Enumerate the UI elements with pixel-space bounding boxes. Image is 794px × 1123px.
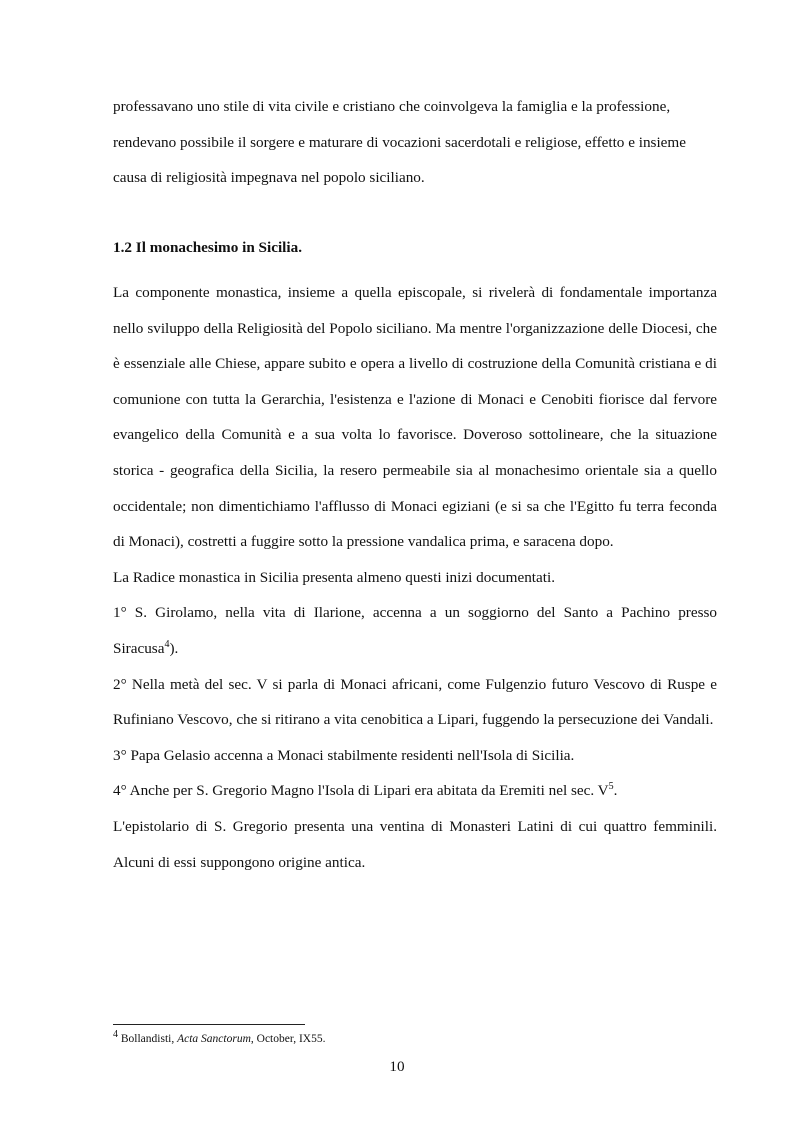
- section-body: [113, 275, 717, 880]
- paragraph-monastic-component: La componente monastica, insieme a quella episcopale, si rivelerà di fondamentale importanza nello sviluppo della Religiosità del Popolo siciliano. Ma mentre l'organizzazione delle Diocesi, che è essenziale alle Chiese, appare subito e opera a livello di costruzione della Comunità cristiana e di comunione con tutta la Gerarchia, l'esistenza e l'azione di Monaci e Cenobiti fiorisce dal fervore evangelico della Comunità e a sua volta lo favorisce. Doveroso sottolineare, che la situazione storica - geografica della Sicilia, la resero permeabile sia al monachesimo orientale sia a quello occidentale; non dimentichiamo l'afflusso di Monaci egiziani (e si sa che l'Egitto fu terra feconda di Monaci), costretti a fuggire sotto la pressione vandalica prima, e saracena dopo.: [113, 284, 717, 551]
- footnote-marker: 4: [113, 1029, 118, 1041]
- intro-paragraph: [113, 89, 717, 196]
- intro-line-1: professavano uno stile di vita civile e cristiano che coinvolgeva la famiglia e la professione,: [113, 98, 671, 115]
- footnote-title: Acta Sanctorum: [177, 1033, 251, 1045]
- footnote-ref-4[interactable]: 4: [164, 638, 170, 650]
- list-item-4-text: 4° Anche per S. Gregorio Magno l'Isola di Lipari era abitata da Eremiti nel sec. V: [113, 782, 609, 800]
- section-heading: 1.2 Il monachesimo in Sicilia.: [113, 239, 303, 256]
- footnote-rest: , October, IX55.: [250, 1033, 326, 1045]
- paragraph-radice: La Radice monastica in Sicilia presenta almeno questi inizi documentati.: [113, 568, 555, 586]
- page-number: 10: [389, 1058, 405, 1075]
- footnote-divider: [113, 1024, 305, 1025]
- list-item-2: 2° Nella metà del sec. V si parla di Monaci africani, come Fulgenzio futuro Vescovo di Ruspe e Rufiniano Vescovo, che si ritirano a vita cenobitica a Lipari, fuggendo la persecuzione dei Vandali.: [113, 675, 717, 729]
- list-item-3: 3° Papa Gelasio accenna a Monaci stabilmente residenti nell'Isola di Sicilia.: [113, 746, 575, 764]
- list-item-1-end: ).: [169, 639, 179, 657]
- footnote-ref-5[interactable]: 5: [608, 781, 614, 793]
- list-item-4-end: .: [613, 782, 618, 800]
- footnote: [113, 1029, 326, 1045]
- footnote-author: Bollandisti,: [118, 1033, 178, 1045]
- list-item-4: [113, 773, 717, 809]
- intro-line-2: rendevano possibile il sorgere e maturare di vocazioni sacerdotali e religiose, effetto e insieme: [113, 133, 686, 151]
- list-item-1: [113, 595, 717, 666]
- list-item-1-text: 1° S. Girolamo, nella vita di Ilarione, accenna a un soggiorno del Santo a Pachino presso Siracusa: [113, 604, 717, 657]
- intro-line-3: causa di religiosità impegnava nel popolo siciliano.: [113, 169, 425, 187]
- paragraph-epistolario: L'epistolario di S. Gregorio presenta una ventina di Monasteri Latini di cui quattro femminili. Alcuni di essi suppongono origine antica.: [113, 817, 717, 871]
